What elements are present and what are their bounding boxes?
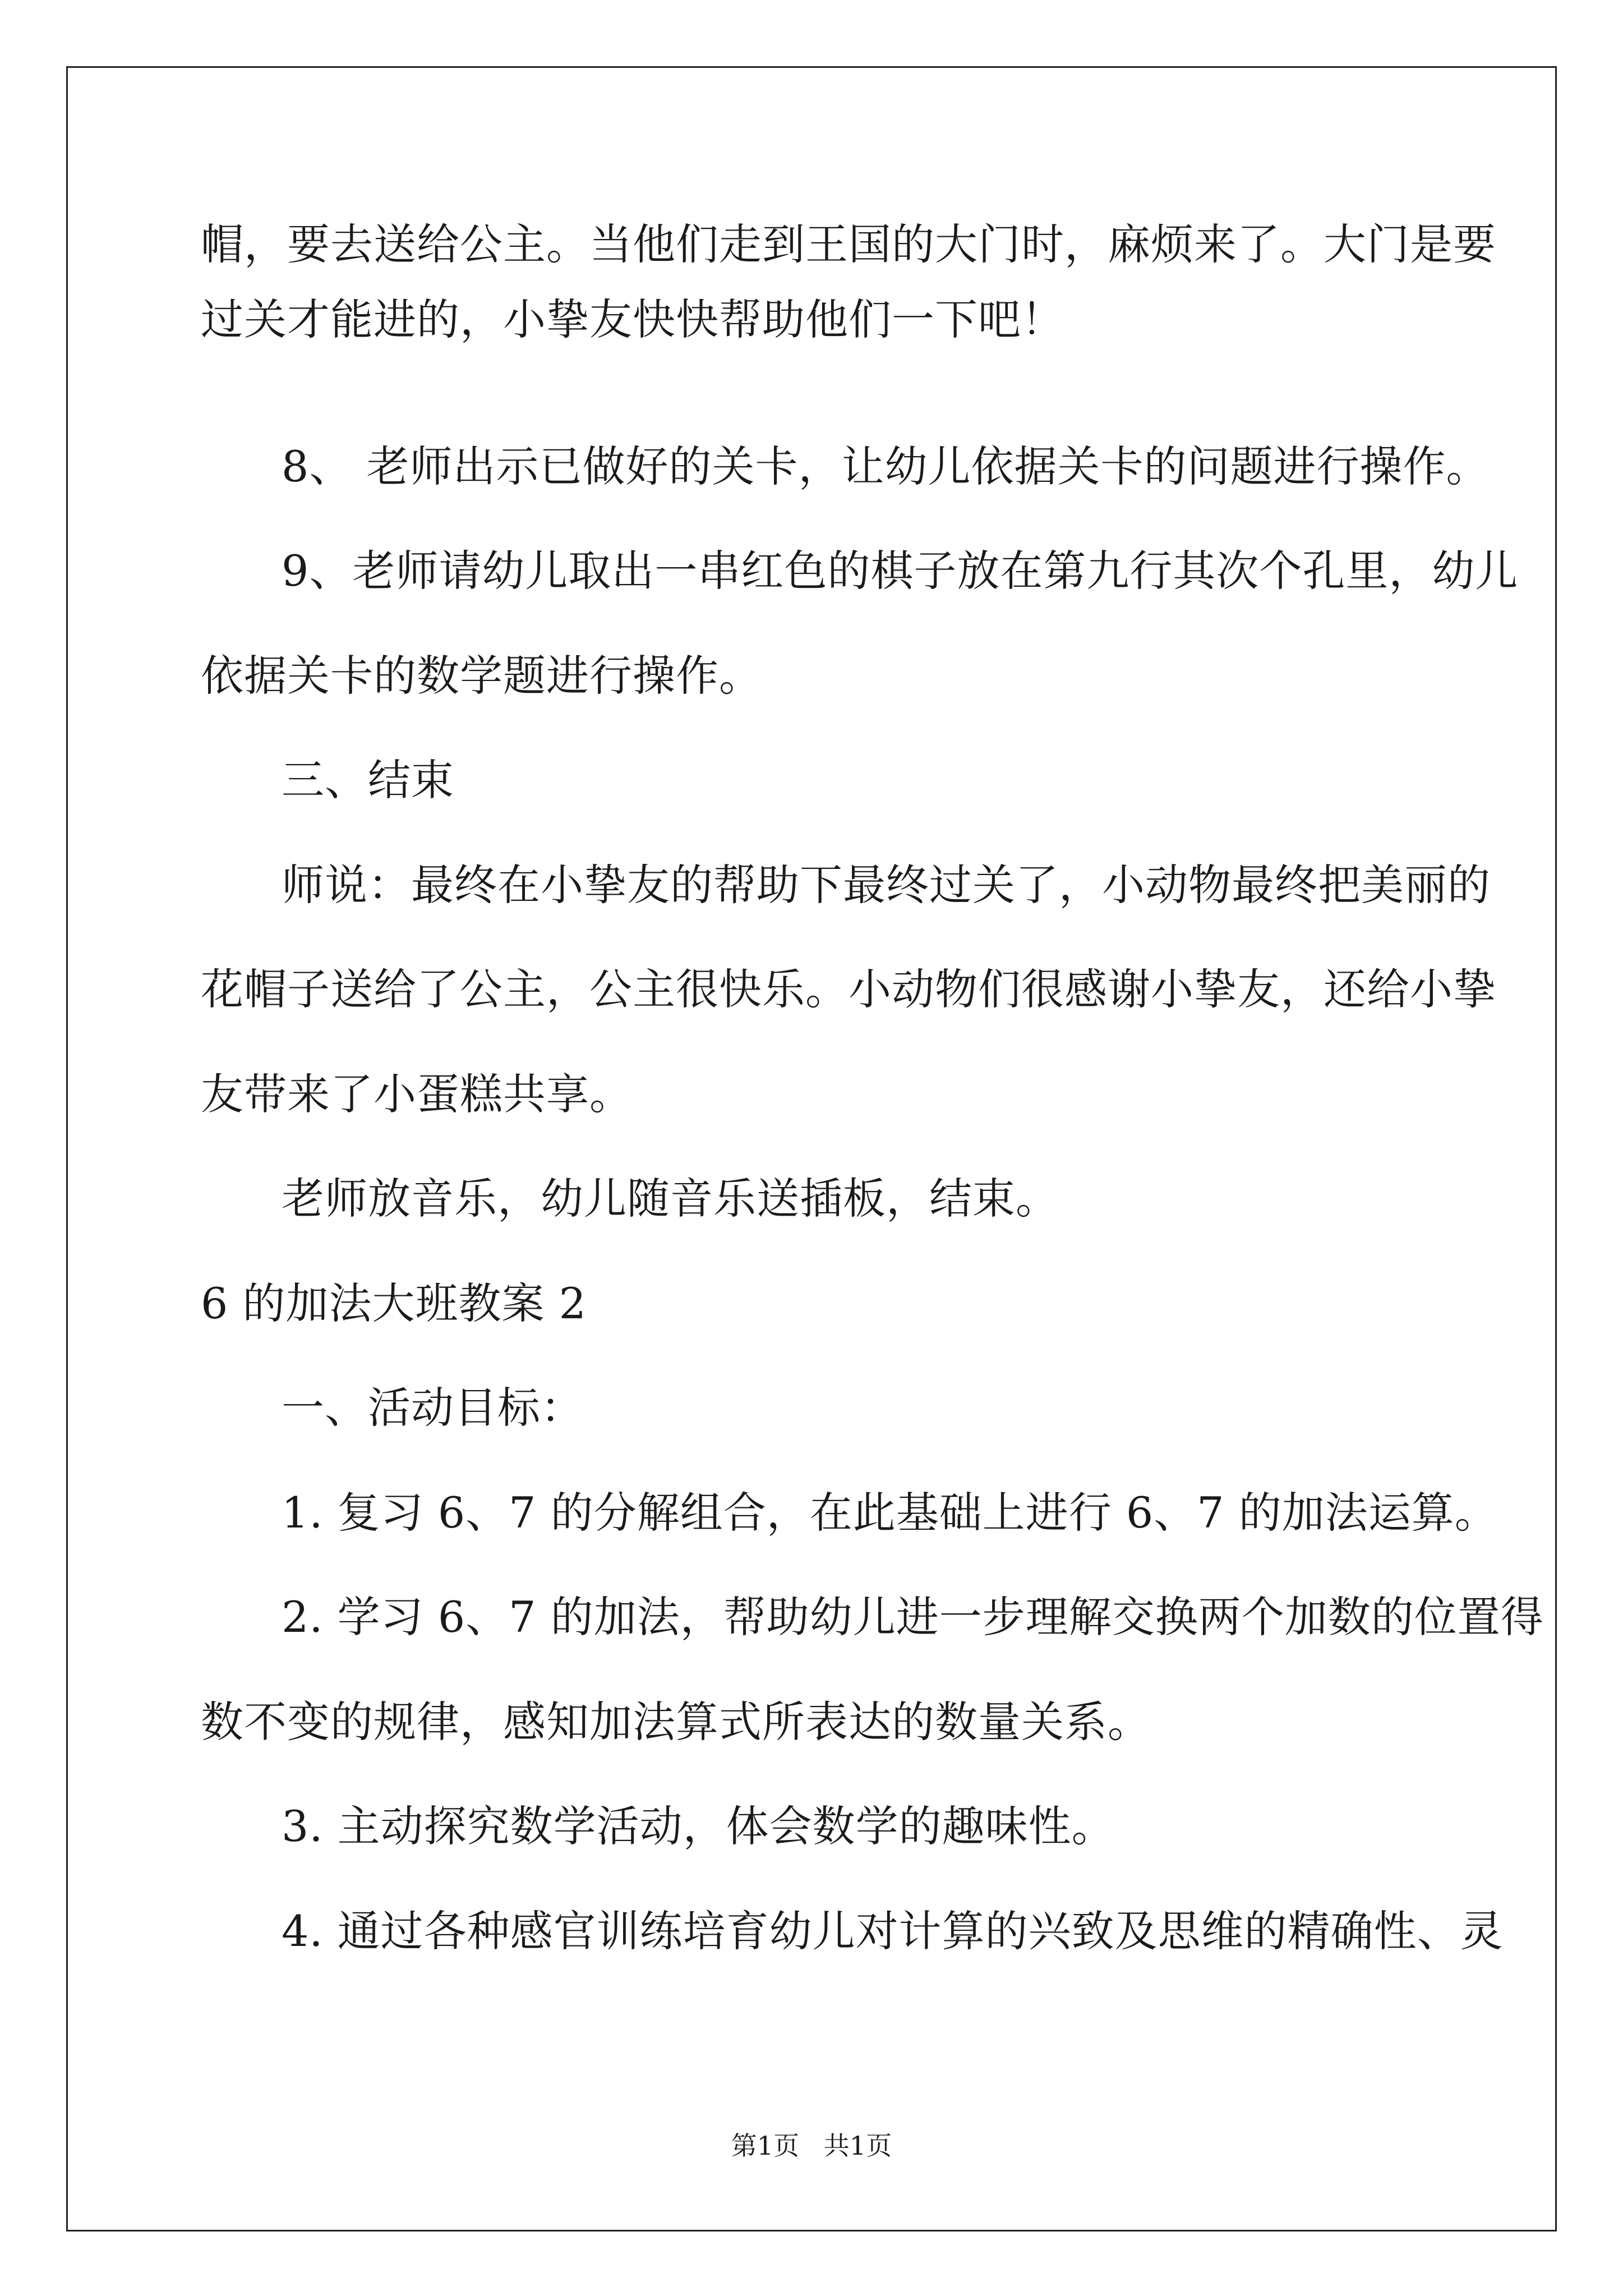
body-line: 8、 老师出示已做好的关卡，让幼儿依据关卡的问题进行操作。 [282,441,1490,491]
body-line: 9、老师请幼儿取出一串红色的棋子放在第九行其次个孔里，幼儿 [282,546,1519,596]
list-item: 1. 复习 6、7 的分解组合，在此基础上进行 6、7 的加法运算。 [282,1488,1498,1538]
body-line: 花帽子送给了公主，公主很快乐。小动物们很感谢小挚友，还给小挚 [201,964,1496,1014]
section-heading: 一、活动目标： [282,1383,584,1433]
list-item: 4. 通过各种感官训练培育幼儿对计算的兴致及思维的精确性、灵 [282,1906,1504,1956]
body-line: 过关才能进的，小挚友快快帮助他们一下吧！ [201,295,1064,344]
page-footer: 第1页 共1页 [731,2131,892,2161]
body-line: 师说：最终在小挚友的帮助下最终过关了，小动物最终把美丽的 [282,860,1491,910]
body-line: 数不变的规律，感知加法算式所表达的数量关系。 [201,1697,1151,1747]
body-line: 老师放音乐，幼儿随音乐送插板，结束。 [282,1174,1059,1223]
body-line: 帽，要去送给公主。当他们走到王国的大门时，麻烦来了。大门是要 [201,219,1496,269]
list-item: 3. 主动探究数学活动，体会数学的趣味性。 [282,1801,1115,1851]
section-heading: 三、结束 [282,755,454,805]
document-title: 6 的加法大班教案 2 [201,1278,587,1328]
list-item: 2. 学习 6、7 的加法，帮助幼儿进一步理解交换两个加数的位置得 [282,1592,1544,1642]
body-line: 友带来了小蛋糕共享。 [201,1069,633,1119]
body-line: 依据关卡的数学题进行操作。 [201,651,762,701]
